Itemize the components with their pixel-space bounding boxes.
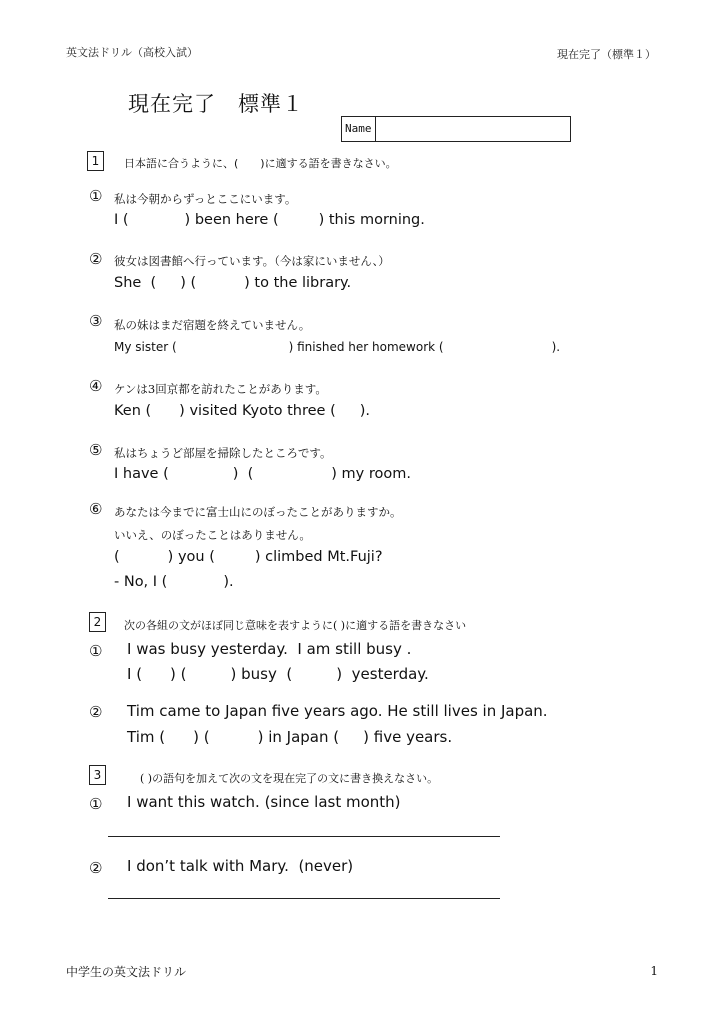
section-3-number: 3 xyxy=(89,765,106,785)
sentence-text: Ken ( xyxy=(114,403,152,419)
sentence-text: ). xyxy=(223,574,234,590)
s1-item5-en xyxy=(114,466,411,482)
s1-item5-jp: 私はちょうど部屋を掃除したところです。 xyxy=(114,446,332,460)
s2-item1-number: ① xyxy=(89,642,103,660)
sentence-text: I ( xyxy=(127,665,143,683)
sentence-text: ) this morning. xyxy=(318,212,425,228)
sentence-text: Tim ( xyxy=(127,728,166,746)
s1-item1-jp: 私は今朝からずっとここにいます。 xyxy=(114,192,297,206)
sentence-text: - No, I ( xyxy=(114,574,168,590)
s1-item2-jp: 彼女は図書館へ行っています。（今は家にいません、） xyxy=(114,254,390,268)
s2-item1-source: I was busy yesterday. I am still busy . xyxy=(127,640,412,658)
s1-item6-jp2: いいえ、のぼったことはありません。 xyxy=(114,528,311,542)
s2-item2-number: ② xyxy=(89,703,103,721)
sentence-text: ) you ( xyxy=(167,549,215,565)
name-label: Name xyxy=(342,117,376,141)
s1-item3-number: ③ xyxy=(89,312,103,330)
s1-item6-en2 xyxy=(114,574,234,590)
sentence-text: ) ( xyxy=(193,728,210,746)
s1-item1-en xyxy=(114,212,425,228)
sentence-text: ). xyxy=(359,403,371,419)
footer-title: 中学生の英文法ドリル xyxy=(66,965,187,979)
sentence-text: ) visited Kyoto three ( xyxy=(179,403,336,419)
name-box[interactable] xyxy=(341,116,571,142)
s3-item2-source: I don’t talk with Mary. (never) xyxy=(127,857,354,875)
header-left: 英文法ドリル（高校入試） xyxy=(66,46,198,59)
s3-item2-answer-line[interactable] xyxy=(108,898,500,899)
s1-item4-en xyxy=(114,403,370,419)
s1-item5-number: ⑤ xyxy=(89,441,103,459)
sentence-text: ) my room. xyxy=(331,466,411,482)
sentence-text: ) five years. xyxy=(363,728,453,746)
sentence-text: ( xyxy=(114,549,120,565)
s1-item6-en xyxy=(114,549,383,565)
sentence-text: ) finished her homework ( xyxy=(288,340,444,354)
s1-item1-number: ① xyxy=(89,187,103,205)
s3-item1-source: I want this watch. (since last month) xyxy=(127,793,401,811)
s2-item2-source: Tim came to Japan five years ago. He still lives in Japan. xyxy=(127,702,548,720)
sentence-text: ) climbed Mt.Fuji? xyxy=(254,549,383,565)
s1-item2-en xyxy=(114,275,351,291)
s1-item4-number: ④ xyxy=(89,377,103,395)
s1-item2-number: ② xyxy=(89,250,103,268)
section-3-instruction: ( )の語句を加えて次の文を現在完了の文に書き換えなさい。 xyxy=(140,772,439,785)
sentence-text: ) ( xyxy=(232,466,254,482)
sentence-text: ) to the library. xyxy=(244,275,352,291)
s1-item3-jp: 私の妹はまだ宿題を終えていません。 xyxy=(114,318,311,332)
sentence-text: ). xyxy=(551,340,561,354)
sentence-text: ) yesterday. xyxy=(336,665,429,683)
sentence-text: I ( xyxy=(114,212,129,228)
s1-item4-jp: ケンは3回京都を訪れたことがあります。 xyxy=(114,382,327,396)
header-right: 現在完了（標準１） xyxy=(557,48,656,61)
page-number: 1 xyxy=(650,964,658,978)
sentence-text: I have ( xyxy=(114,466,169,482)
s1-item6-jp: あなたは今までに富士山にのぼったことがありますか。 xyxy=(114,505,402,519)
sentence-text: ) ( xyxy=(170,665,187,683)
sentence-text: ) been here ( xyxy=(184,212,279,228)
s1-item3-en xyxy=(114,340,560,354)
section-2-number: 2 xyxy=(89,612,106,632)
sentence-text: ) busy ( xyxy=(230,665,293,683)
s2-item2-en xyxy=(127,728,452,746)
sentence-text: ) in Japan ( xyxy=(257,728,340,746)
section-2-instruction: 次の各組の文がほぼ同じ意味を表すように( )に適する語を書きなさい xyxy=(124,619,467,632)
s3-item1-answer-line[interactable] xyxy=(108,836,500,837)
s2-item1-en xyxy=(127,665,429,683)
page-title: 現在完了 標準１ xyxy=(128,92,304,116)
section-1-instruction: 日本語に合うように、( )に適する語を書きなさい。 xyxy=(124,157,397,170)
sentence-text: My sister ( xyxy=(114,340,177,354)
section-1-number: 1 xyxy=(87,151,104,171)
sentence-text: ) ( xyxy=(180,275,197,291)
sentence-text: She ( xyxy=(114,275,157,291)
s3-item2-number: ② xyxy=(89,859,103,877)
s1-item6-number: ⑥ xyxy=(89,500,103,518)
s3-item1-number: ① xyxy=(89,795,103,813)
